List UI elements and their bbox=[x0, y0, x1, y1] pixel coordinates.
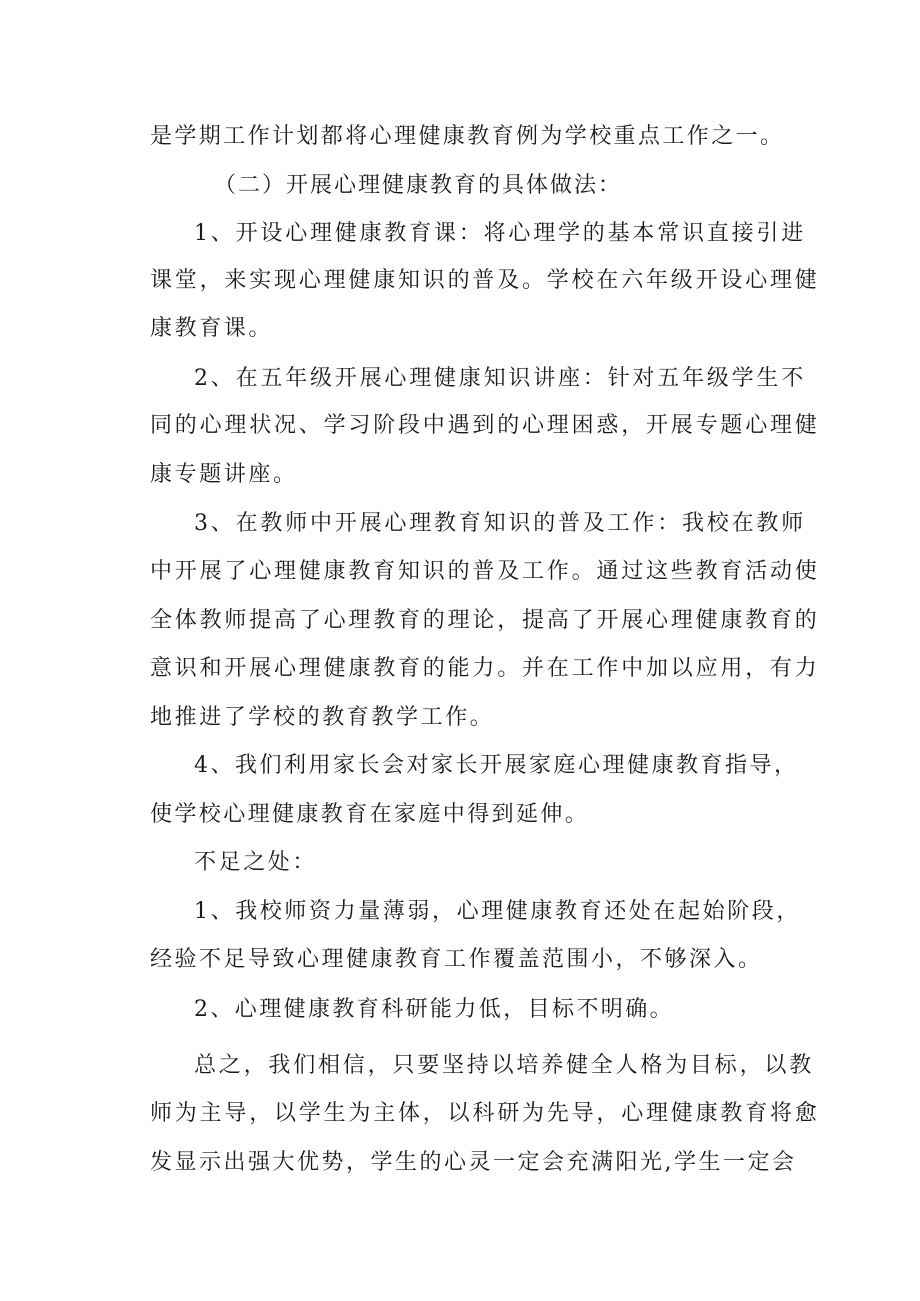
section-heading: 不足之处： bbox=[194, 850, 318, 875]
text-line: 是学期工作计划都将心理健康教育例为学校重点工作之一。 bbox=[150, 124, 785, 149]
text-line: 课堂，来实现心理健康知识的普及。学校在六年级开设心理健 bbox=[150, 268, 820, 293]
text-line: 全体教师提高了心理教育的理论，提高了开展心理健康教育的 bbox=[150, 608, 820, 633]
text-line: 同的心理状况、学习阶段中遇到的心理困惑，开展专题心理健 bbox=[150, 413, 820, 438]
text-line: 地推进了学校的教育教学工作。 bbox=[150, 705, 495, 730]
text-line: 3、在教师中开展心理教育知识的普及工作：我校在教师 bbox=[194, 511, 806, 536]
text-line: 经验不足导致心理健康教育工作覆盖范围小，不够深入。 bbox=[150, 947, 763, 972]
text-line: 4、我们利用家长会对家长开展家庭心理健康教育指导， bbox=[194, 753, 799, 778]
text-line: 使学校心理健康教育在家庭中得到延伸。 bbox=[150, 802, 590, 827]
text-line: 师为主导，以学生为主体，以科研为先导，心理健康教育将愈 bbox=[150, 1101, 820, 1126]
text-line: 总之，我们相信，只要坚持以培养健全人格为目标，以教 bbox=[194, 1053, 815, 1078]
text-line: 1、我校师资力量薄弱，心理健康教育还处在起始阶段， bbox=[194, 899, 801, 924]
text-line: 康教育课。 bbox=[150, 316, 274, 341]
text-line: 发显示出强大优势，学生的心灵一定会充满阳光,学生一定会 bbox=[150, 1150, 797, 1175]
text-line: 2、心理健康教育科研能力低，目标不明确。 bbox=[194, 997, 674, 1022]
section-heading: （二）开展心理健康教育的具体做法： bbox=[214, 173, 623, 198]
text-line: 康专题讲座。 bbox=[150, 462, 298, 487]
text-line: 意识和开展心理健康教育的能力。并在工作中加以应用，有力 bbox=[150, 656, 820, 681]
text-line: 中开展了心理健康教育知识的普及工作。通过这些教育活动使 bbox=[150, 559, 820, 584]
text-line: 2、在五年级开展心理健康知识讲座：针对五年级学生不 bbox=[194, 366, 806, 391]
text-line: 1、开设心理健康教育课：将心理学的基本常识直接引进 bbox=[194, 221, 806, 246]
